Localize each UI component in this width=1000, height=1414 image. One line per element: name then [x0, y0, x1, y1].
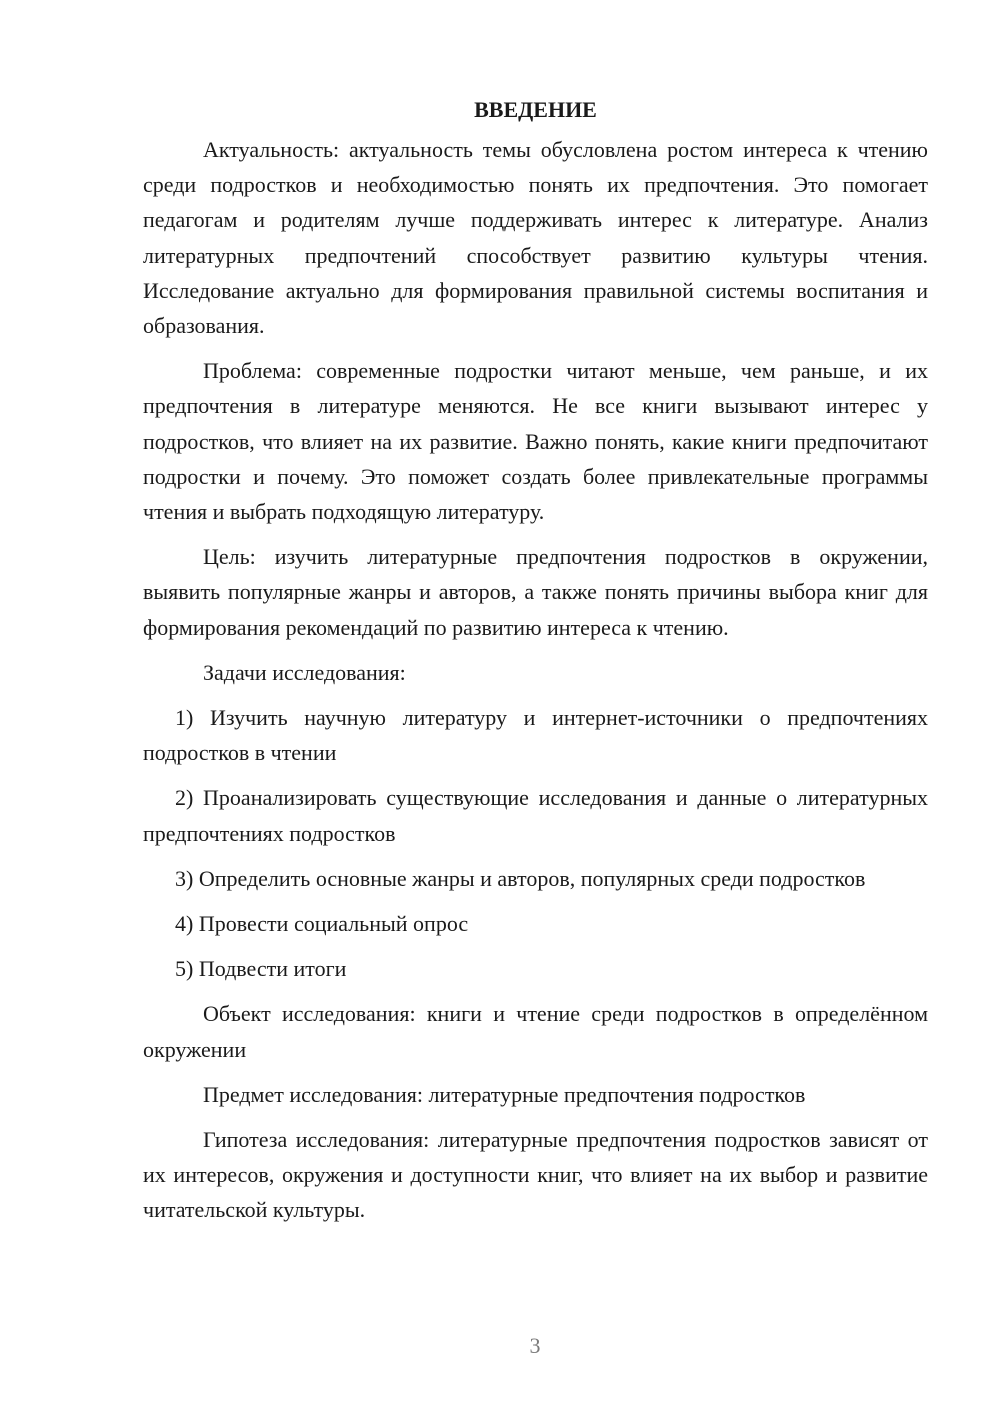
tasks-list: [143, 700, 928, 986]
relevance-paragraph: Актуальность: актуальность темы обусловлена ростом интереса к чтению среди подростков и необходимостью понять их предпочтения. Это помогает педагогам и родителям лучше поддерживать интерес к литературе. Анализ литературных предпочтений способствует развитию культуры чтения. Исследование актуально для формирования правильной системы воспитания и образования.: [143, 137, 928, 339]
task-item: 5) Подвести итоги: [175, 956, 347, 982]
task-item: 1) Изучить научную литературу и интернет-источники о предпочтениях подростков в чтении: [143, 705, 928, 766]
document-page: [143, 92, 928, 1238]
goal-paragraph: Цель: изучить литературные предпочтения подростков в окружении, выявить популярные жанры и авторов, а также понять причины выбора книг для формирования рекомендаций по развитию интереса к чтению.: [143, 544, 928, 640]
page-number: 3: [529, 1333, 541, 1358]
section-title: ВВЕДЕНИЕ: [474, 97, 597, 122]
hypothesis-paragraph: Гипотеза исследования: литературные предпочтения подростков зависят от их интересов, окружения и доступности книг, что влияет на их выбор и развитие читательской культуры.: [143, 1127, 928, 1223]
problem-paragraph: Проблема: современные подростки читают меньше, чем раньше, и их предпочтения в литературе меняются. Не все книги вызывают интерес у подростков, что влияет на их развитие. Важно понять, какие книги предпочитают подростки и почему. Это поможет создать более привлекательные программы чтения и выбрать подходящую литературу.: [143, 358, 928, 525]
task-item: 2) Проанализировать существующие исследования и данные о литературных предпочтениях подростков: [143, 785, 928, 846]
task-item: 3) Определить основные жанры и авторов, популярных среди подростков: [175, 865, 866, 891]
object-paragraph: Объект исследования: книги и чтение среди подростков в определённом окружении: [143, 1001, 928, 1062]
task-item: 4) Провести социальный опрос: [175, 911, 469, 937]
tasks-heading: Задачи исследования:: [203, 659, 406, 685]
subject-paragraph: Предмет исследования: литературные предпочтения подростков: [203, 1081, 806, 1107]
